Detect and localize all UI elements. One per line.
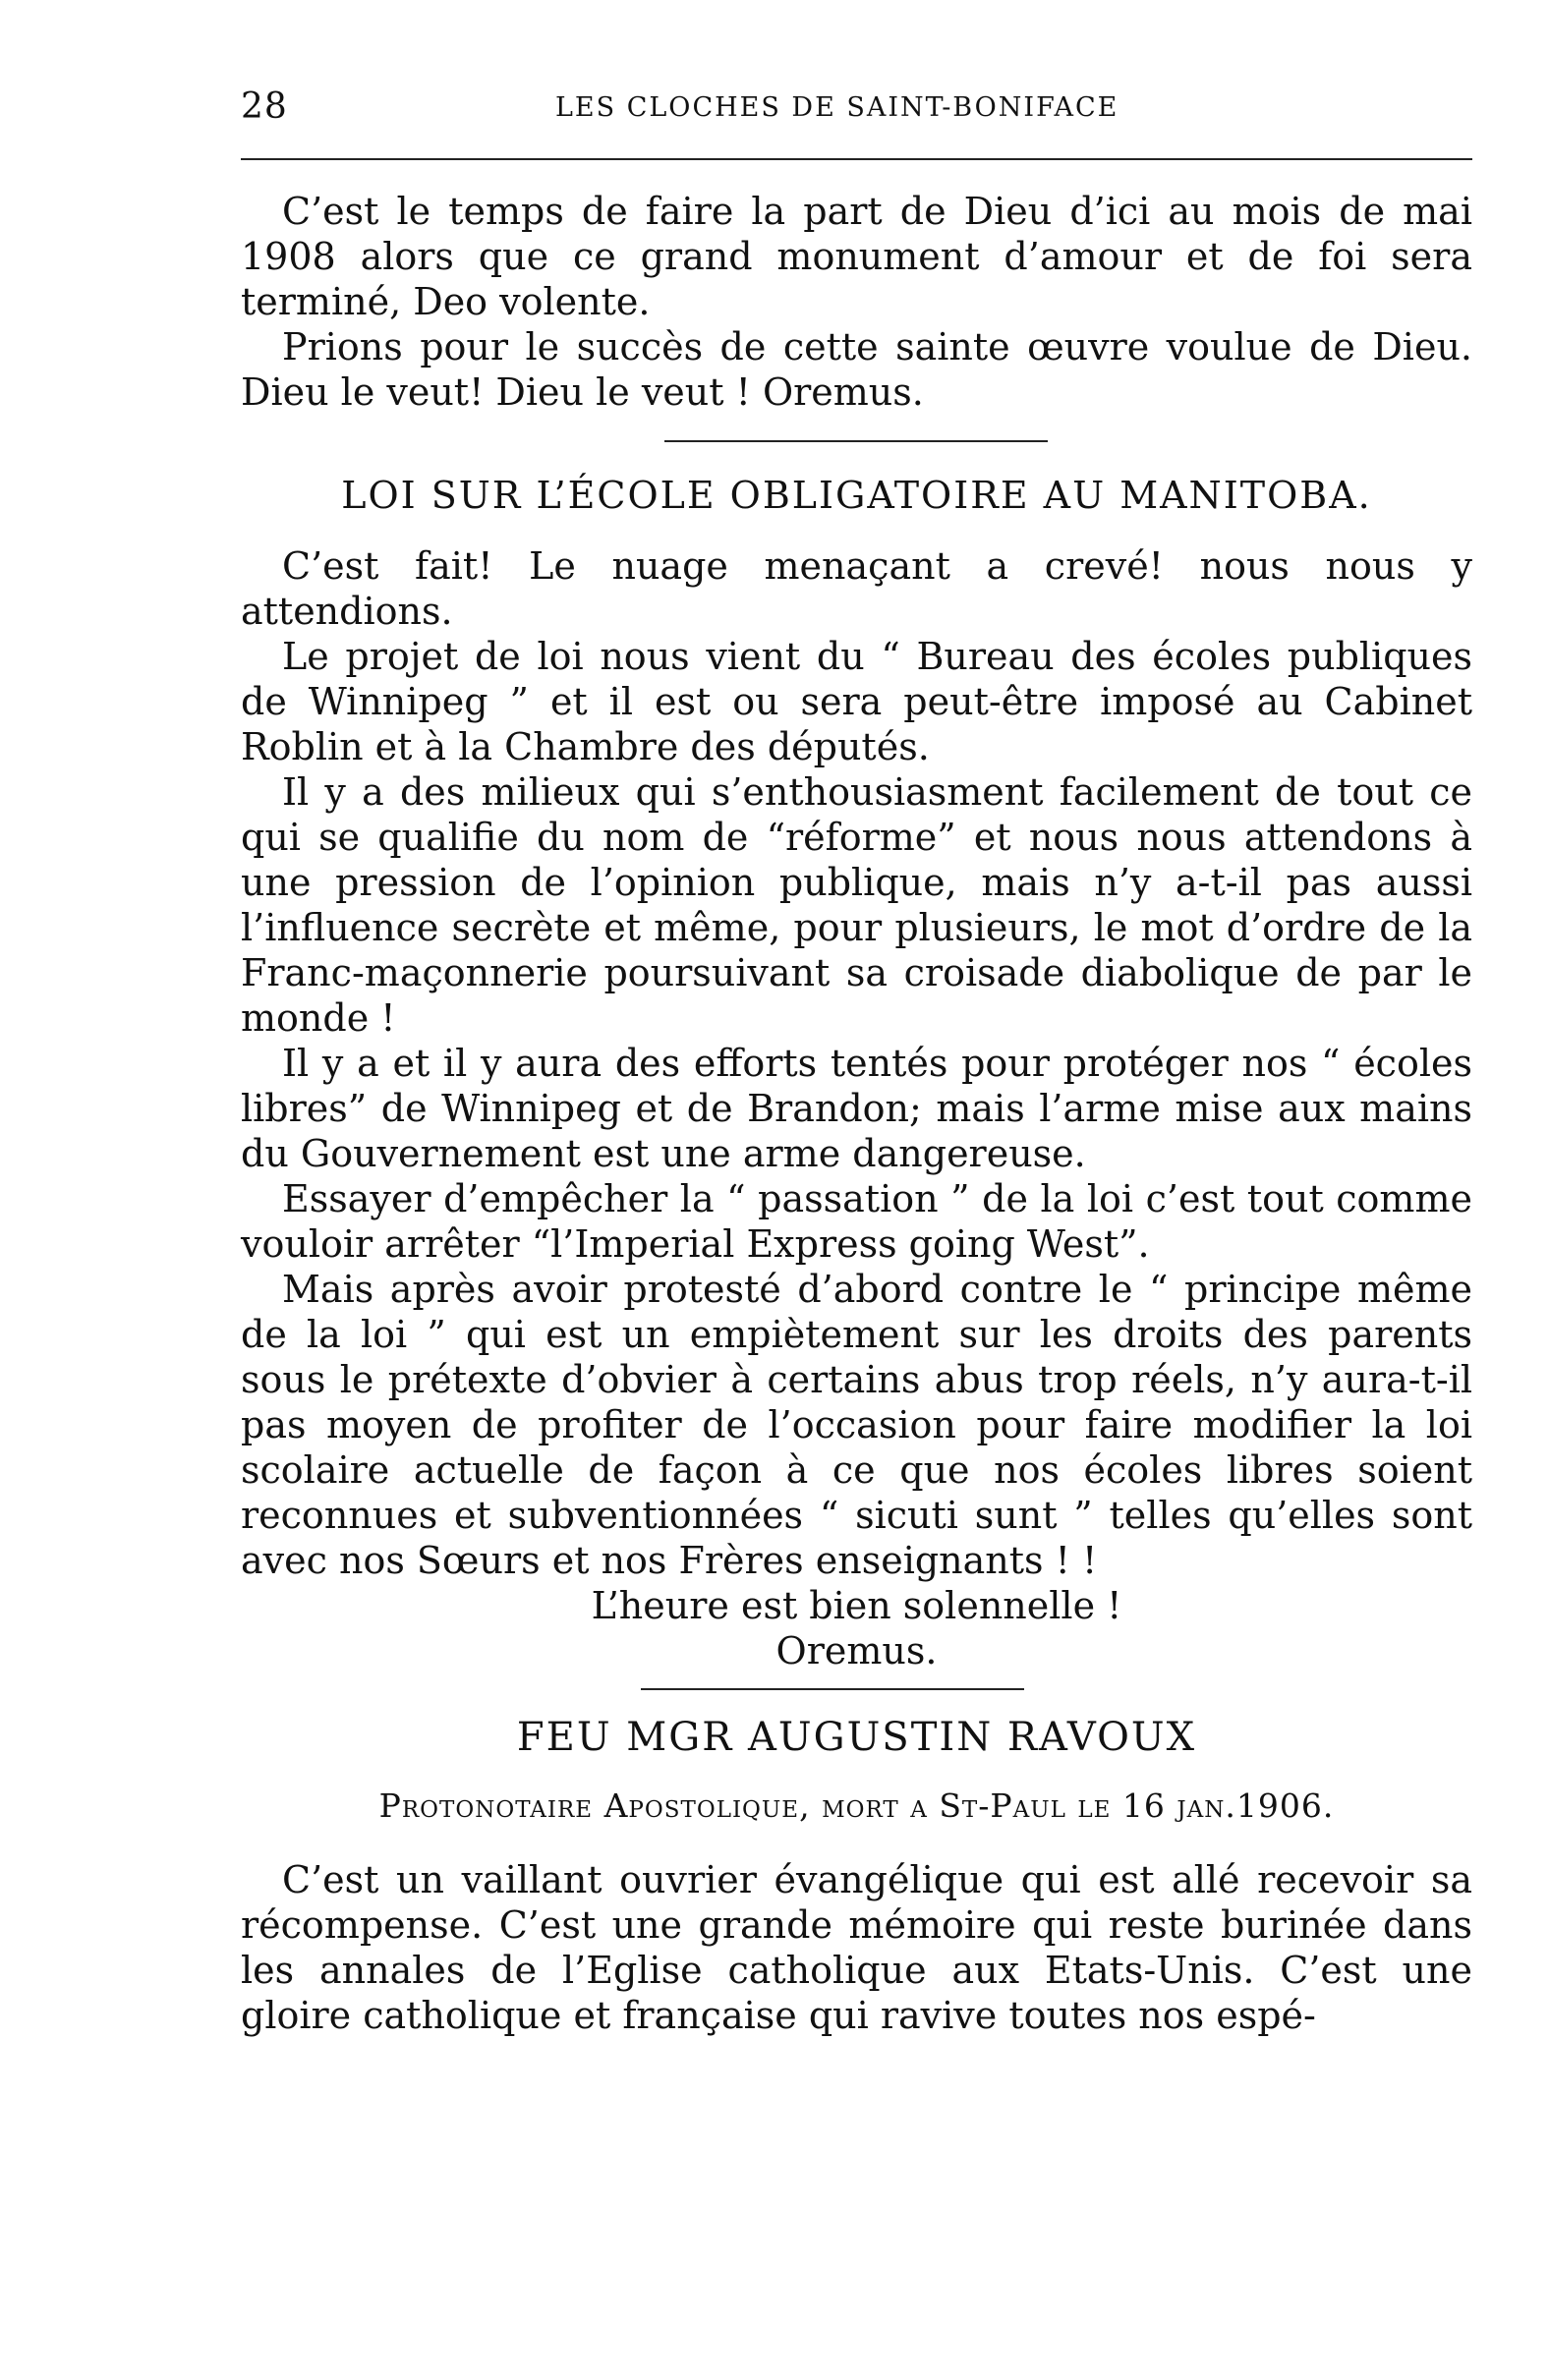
section-divider xyxy=(641,1688,1024,1690)
paragraph: C’est fait! Le nuage menaçant a crevé! nous nous y attendions. xyxy=(241,544,1472,633)
running-title: LES CLOCHES DE SAINT-BONIFACE xyxy=(555,92,1119,123)
intro-paragraph-1: C’est le temps de faire la part de Dieu d’ici au mois de mai 1908 alors que ce grand monument d’amour et de foi sera terminé, Deo volente. xyxy=(241,190,1472,323)
section-subtitle: Protonotaire Apostolique, mort a St-Paul le 16 jan.1906. xyxy=(378,1786,1335,1825)
paragraph: Le projet de loi nous vient du “ Bureau des écoles publiques de Winnipeg ” et il est ou sera peut-être imposé au Cabinet Roblin et à la Chambre des députés. xyxy=(241,635,1472,768)
paragraph: Il y a et il y aura des efforts tentés pour protéger nos “ écoles libres” de Winnipeg et de Brandon; mais l’arme mise aux mains du Gouvernement est une arme dangereuse. xyxy=(241,1042,1472,1175)
intro-paragraph-2: Prions pour le succès de cette sainte œuvre voulue de Dieu. Dieu le veut! Dieu le veut ! Oremus. xyxy=(241,325,1472,414)
page-number: 28 xyxy=(241,86,288,127)
paragraph: Essayer d’empêcher la “ passation ” de la loi c’est tout comme vouloir arrêter “l’Imperial Express going West”. xyxy=(241,1177,1472,1266)
paragraph: Il y a des milieux qui s’enthousiasment facilement de tout ce qui se qualifie du nom de “réforme” et nous nous attendons à une pression de l’opinion publique, mais n’y a-t-il pas aussi l’influence secrète et même, pour plusieurs, le mot d’ordre de la Franc-maçonnerie poursuivant sa croisade diabolique de par le monde ! xyxy=(241,770,1472,1040)
closing-oremus: Oremus. xyxy=(775,1629,938,1672)
paragraph: Mais après avoir protesté d’abord contre le “ principe même de la loi ” qui est un empiètement sur les droits des parents sous le prétexte d’obvier à certains abus trop réels, n’y aura-t-il pas moyen de profiter de l’occasion pour faire modifier la loi scolaire actuelle de façon à ce que nos écoles libres soient reconnues et subventionnées “ sicuti sunt ” telles qu’elles sont avec nos Sœurs et nos Frères enseignants ! ! xyxy=(241,1268,1472,1582)
section-title-ravoux: FEU MGR AUGUSTIN RAVOUX xyxy=(516,1715,1197,1760)
paragraph: C’est un vaillant ouvrier évangélique qui est allé recevoir sa récompense. C’est une grande mémoire qui reste burinée dans les annales de l’Eglise catholique aux Etats-Unis. C’est une gloire catholique et française qui ravive toutes nos espé- xyxy=(241,1858,1472,2037)
section-divider xyxy=(664,440,1048,442)
header-divider xyxy=(241,158,1472,160)
section-title-ecole: LOI SUR L’ÉCOLE OBLIGATOIRE AU MANITOBA. xyxy=(341,474,1372,517)
closing-line: L’heure est bien solennelle ! xyxy=(591,1584,1122,1627)
